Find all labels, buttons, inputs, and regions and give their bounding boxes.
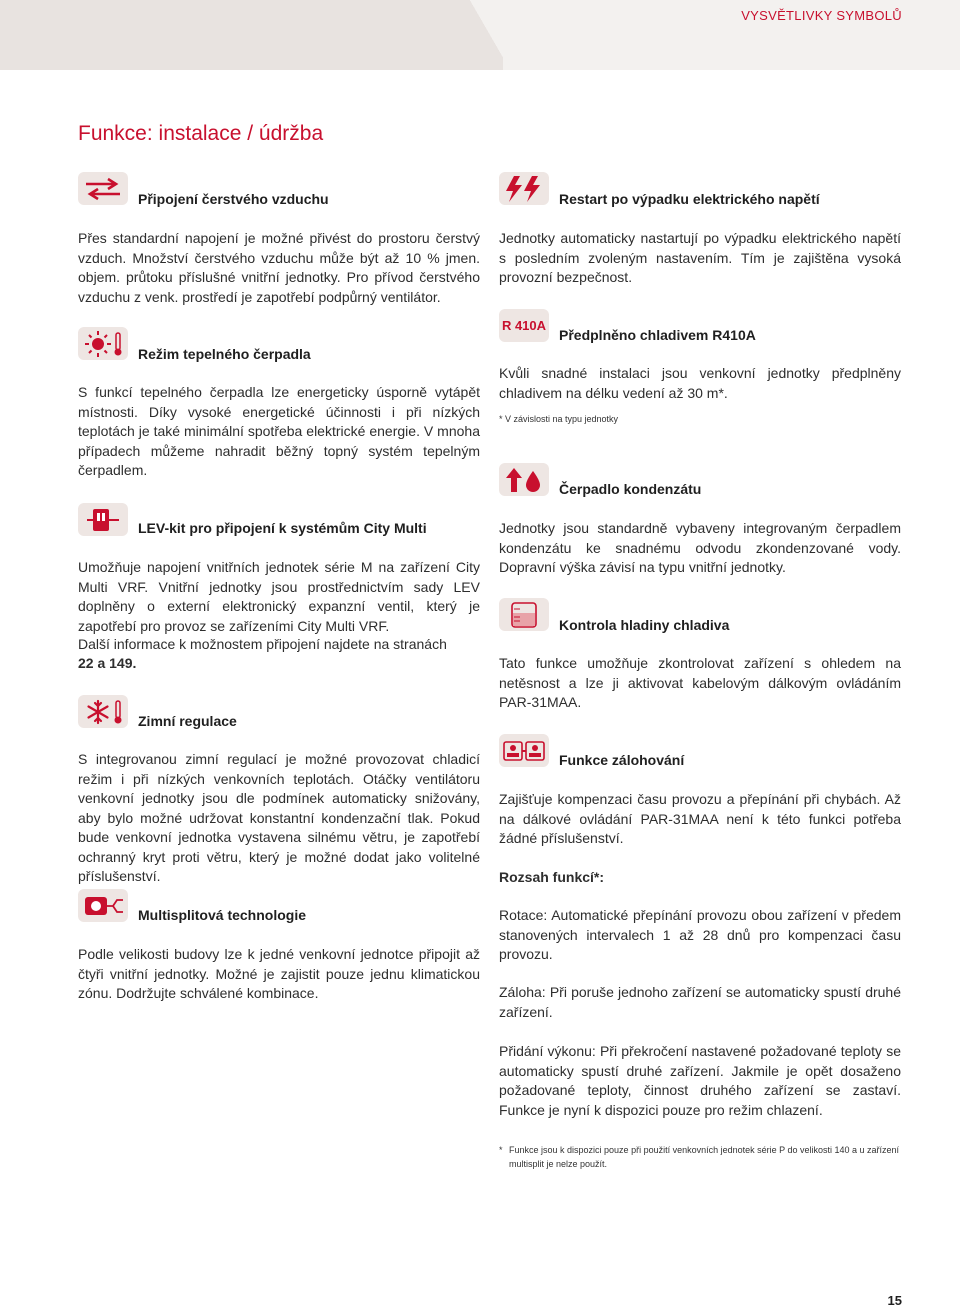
- header-section-title: VYSVĚTLIVKY SYMBOLŮ: [741, 8, 902, 23]
- backup-rotation: Rotace: Automatické přepínání provozu obou zařízení v předem stanovených intervalech 1 až 28 dnů pro kompenzaci času provozu.: [499, 907, 901, 962]
- backup-units-icon: [499, 734, 549, 767]
- refrigerant-level-icon: [499, 598, 549, 631]
- r410a-icon-label: R 410A: [501, 318, 547, 333]
- fresh-air-arrows-icon: [78, 172, 128, 205]
- backup-capacity: Přidání výkonu: Při překročení nastavené požadované teploty se automaticky spustí druhé zařízení. Jakmile je opět dosaženo požadované teploty, činnost druhého zařízení se zastaví. Funkce je nyní k dispozici pouze pro režim chlazení.: [499, 1043, 901, 1118]
- r410a-note: * V závislosti na typu jednotky: [499, 414, 619, 424]
- multisplit-title: Multisplitová technologie: [138, 907, 307, 923]
- lev-kit-pages: 22 a 149.: [78, 655, 137, 671]
- snowflake-thermometer-icon: [78, 695, 128, 728]
- lev-kit-icon: [78, 503, 128, 536]
- condensate-text: Jednotky jsou standardně vybaveny integrovaným čerpadlem kondenzátu ke snadnému odvodu zkondenzované vody. Dopravní výška závisí na typu vnitřní jednotky.: [499, 520, 901, 575]
- r410a-text: Kvůli snadné instalaci jsou venkovní jednotky předplněny chladivem na délku vedení až 30 m*.: [499, 365, 901, 401]
- lev-kit-more: Další informace k možnostem připojení najdete na stranách: [78, 636, 447, 652]
- lev-kit-title: LEV-kit pro připojení k systémům City Multi: [138, 520, 427, 536]
- multisplit-text: Podle velikosti budovy lze k jedné venkovní jednotce připojit až čtyři vnitřní jednotky. Možné je zajistit pouze jednu klimatickou zónu. Dodržujte schválené kombinace.: [78, 946, 480, 1001]
- restart-title: Restart po výpadku elektrického napětí: [559, 191, 820, 207]
- page-title: Funkce: instalace / údržba: [78, 122, 324, 146]
- backup-text: Zajišťuje kompenzaci času provozu a přepínání při chybách. Až na dálkové ovládání PAR-31MAA není k této funkci potřeba žádné příslušenství.: [499, 791, 901, 846]
- sun-thermometer-icon: [78, 327, 128, 360]
- fresh-air-text: Přes standardní napojení je možné přivést do prostoru čerstvý vzduch. Množství čerstvého vzduchu může být až 10 % jmen. objem. průtoku příslušné vnitřní jednotky. Pro přívod čerstvého vzduchu z venk. prostředí je zapotřebí podpůrný ventilátor.: [78, 230, 480, 305]
- multisplit-icon: [78, 889, 128, 922]
- refrigerant-level-text: Tato funkce umožňuje zkontrolovat zařízení s ohledem na netěsnost a lze ji aktivovat kabelovým dálkovým ovládáním PAR-31MAA.: [499, 655, 901, 710]
- r410a-title: Předplněno chladivem R410A: [559, 327, 756, 343]
- heat-pump-title: Režim tepelného čerpadla: [138, 346, 311, 362]
- backup-scope-title: Rozsah funkcí*:: [499, 869, 605, 885]
- footnote-mark: *: [499, 1145, 503, 1155]
- lightning-icon: [499, 172, 549, 205]
- r410a-label-icon: [499, 309, 549, 342]
- backup-title: Funkce zálohování: [559, 752, 685, 768]
- winter-title: Zimní regulace: [138, 713, 237, 729]
- page-number: 15: [887, 1293, 902, 1308]
- condensate-title: Čerpadlo kondenzátu: [559, 481, 702, 497]
- condensate-pump-icon: [499, 463, 549, 496]
- fresh-air-title: Připojení čerstvého vzduchu: [138, 191, 329, 207]
- lev-kit-text: Umožňuje napojení vnitřních jednotek série M na zařízení City Multi VRF. Vnitřní jednotky jsou prostřednictvím sady LEV doplněny o externí elektronický expanzní ventil, který je zapotřebí pro provoz se zařízeními City Multi VRF.: [78, 559, 480, 634]
- restart-text: Jednotky automaticky nastartují po výpadku elektrického napětí s posledním zvoleným nastavením. Tím je zajištěna vysoká provozní bezpečnost.: [499, 230, 901, 285]
- winter-text: S integrovanou zimní regulací je možné provozovat chladicí režim i při nízkých venkovních teplotách. Otáčky ventilátoru venkovní jednotky jsou dle podmínek automaticky snižovány, aby bylo možné udržovat konstantní kondenzační tlak. Pokud bude venkovní jednotka vystavena silnému větru, je zapotřebí ochranný kryt proti větru, který je možné dodat jako volitelné příslušenství.: [78, 751, 480, 884]
- refrigerant-level-title: Kontrola hladiny chladiva: [559, 617, 730, 633]
- footnote-text: Funkce jsou k dispozici pouze při použití venkovních jednotek série P do velikosti 140 a u zařízení multisplit je nelze použít.: [509, 1145, 900, 1169]
- footnote: [499, 1143, 909, 1171]
- backup-backup-text: Záloha: Při poruše jednoho zařízení se automaticky spustí druhé zařízení.: [499, 984, 901, 1020]
- heat-pump-text: S funkcí tepelného čerpadla lze energeticky úsporně vytápět místnosti. Díky vysoké energetické účinnosti i při nízkých teplotách je také minimální spotřeba elektrické energie. V mnoha případech můžeme nahradit běžný topný systém tepelným čerpadlem.: [78, 384, 480, 478]
